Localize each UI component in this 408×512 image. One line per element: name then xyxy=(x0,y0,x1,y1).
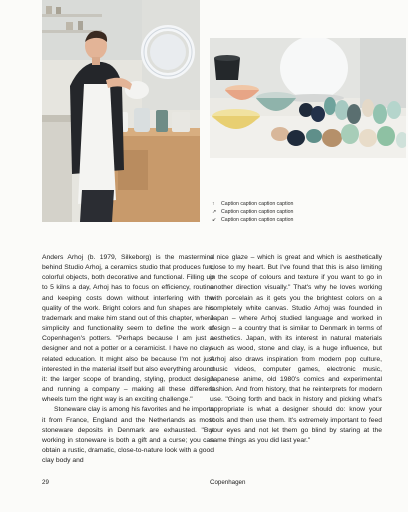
arrow-up-right-icon: ↗ xyxy=(212,209,217,215)
ceramic-bowls-photo xyxy=(210,38,406,158)
artist-in-studio-photo xyxy=(42,0,200,222)
article-paragraph: a nice glaze – which is great and which is aesthetically close to my heart. But I've found that this is also limiting in the scope of colours and texture if you want to go in another direction visually." That's why he loves working with porcelain as it gets you the brightest colors on a completely white canvas. Studio Arhoj was founded in Japan – where Arhoj studied language and worked in design – a country that is similar to Denmark in terms of aesthetics. Japan, with its interest in natural materials such as wood, stone and clay, is a huge influence, but Arhoj also draws inspiration from modern pop culture, music videos, computer games, electronic music, Japanese anime, old 1980's comics and experimental fashion. And from history, that he reinterprets for modern use. "Going forth and back in history and picking what's appropriate is what a designer should do: know your tools and then use them. It's extremely important to feed your eyes and not let them go blind by staring at the same things as you did last year." xyxy=(210,254,382,444)
article-paragraph: Stoneware clay is among his favorites and he imports it from France, England and the Netherlands as most stoneware deposits in Denmark are exhausted. "But working in stoneware is both a gift and a curse; you can obtain a rustic, dramatic, close-to-nature look with a good clay body and xyxy=(42,406,214,465)
running-title: Copenhagen xyxy=(210,479,246,486)
arrow-up-icon: ↑ xyxy=(212,201,215,207)
caption-text: Caption caption caption caption xyxy=(221,209,294,215)
caption-text: Caption caption caption caption xyxy=(221,201,294,207)
caption-item xyxy=(212,200,362,208)
caption-item xyxy=(212,208,362,216)
arrow-down-left-icon: ↙ xyxy=(212,217,217,223)
article-column-left xyxy=(42,253,214,466)
caption-text: Caption caption caption caption xyxy=(221,217,294,223)
article-paragraph: Anders Arhoj (b. 1979, Silkeborg) is the mastermind behind Studio Arhoj, a ceramics studio that produces fun, colorful objects, both decorative and functional. Filling up to 5 kilns a day, Arhoj has to focus on efficiency, routine and keeping costs down without interfering with the quality of the work. Bright colors and fun shapes are his trademark and make him stand out of this chapter, where simplicity and functionality seem to define the work of Copenhagen's potters. "Perhaps because I am just a designer and not a potter or a ceramicist. I have no clay-related education. It might also be because I'm not just interested in the material itself but also everything around it: the larger scope of branding, styling, product design and running a company – making all these different wheels turn the right way is an exciting challenge." xyxy=(42,254,214,404)
ceramic-bowls-illustration xyxy=(210,38,406,158)
page-number: 29 xyxy=(42,479,49,486)
caption-item xyxy=(212,216,362,224)
article-column-right xyxy=(210,253,382,446)
artist-in-studio-illustration xyxy=(42,0,200,222)
caption-list xyxy=(212,200,362,224)
